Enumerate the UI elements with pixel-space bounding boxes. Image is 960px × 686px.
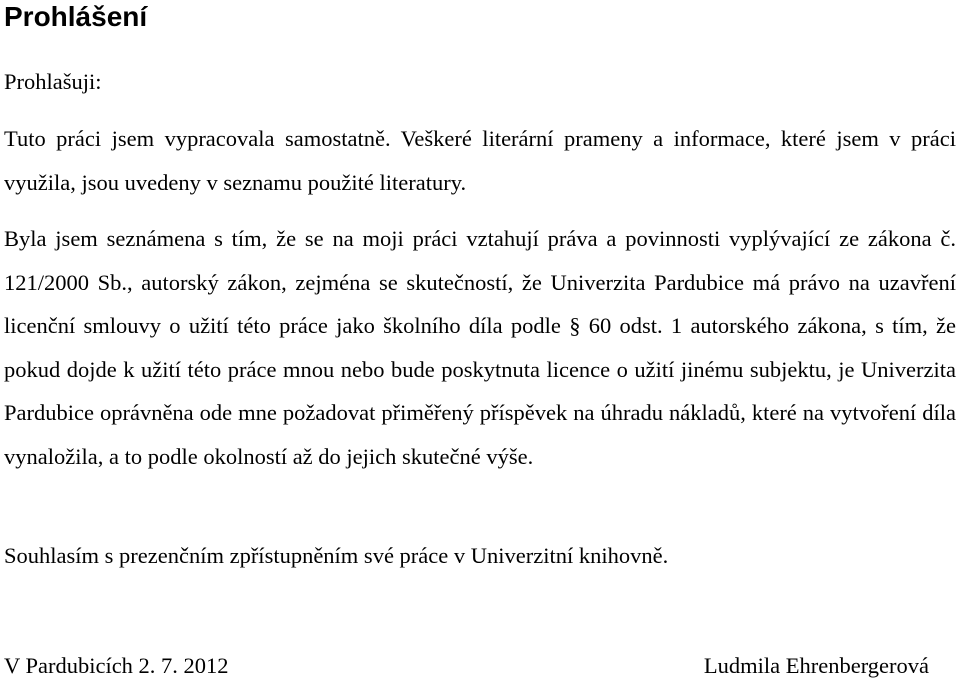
place-date: V Pardubicích 2. 7. 2012	[4, 653, 229, 678]
page-title: Prohlášení	[4, 1, 148, 32]
paragraph-copyright-law: Byla jsem seznámena s tím, že se na moji práci vztahují práva a povinnosti vyplývající ze zákona č. 121/2000 Sb., autorský zákon, zejména se skutečností, že Univerzita Pardubice má právo na uzavření licenční smlouvy o užití této práce jako školního díla podle § 60 odst. 1 autorského zákona, s tím, že pokud dojde k užití této práce mnou nebo bude poskytnuta licence o užití jinému subjektu, je Univerzita Pardubice oprávněna ode mne požadovat přiměřený příspěvek na úhradu nákladů, které na vytvoření díla vynaložila, a to podle okolností až do jejich skutečné výše.	[4, 226, 956, 469]
signature-line	[4, 646, 929, 686]
paragraph-independent-work: Tuto práci jsem vypracovala samostatně. Veškeré literární prameny a informace, které jsem v práci využila, jsou uvedeny v seznamu použité literatury.	[4, 126, 956, 195]
author-name: Ludmila Ehrenbergerová	[703, 653, 929, 678]
declaration-intro: Prohlašuji:	[4, 69, 102, 94]
paragraph-library-consent: Souhlasím s prezenčním zpřístupněním své práce v Univerzitní knihovně.	[4, 543, 669, 568]
